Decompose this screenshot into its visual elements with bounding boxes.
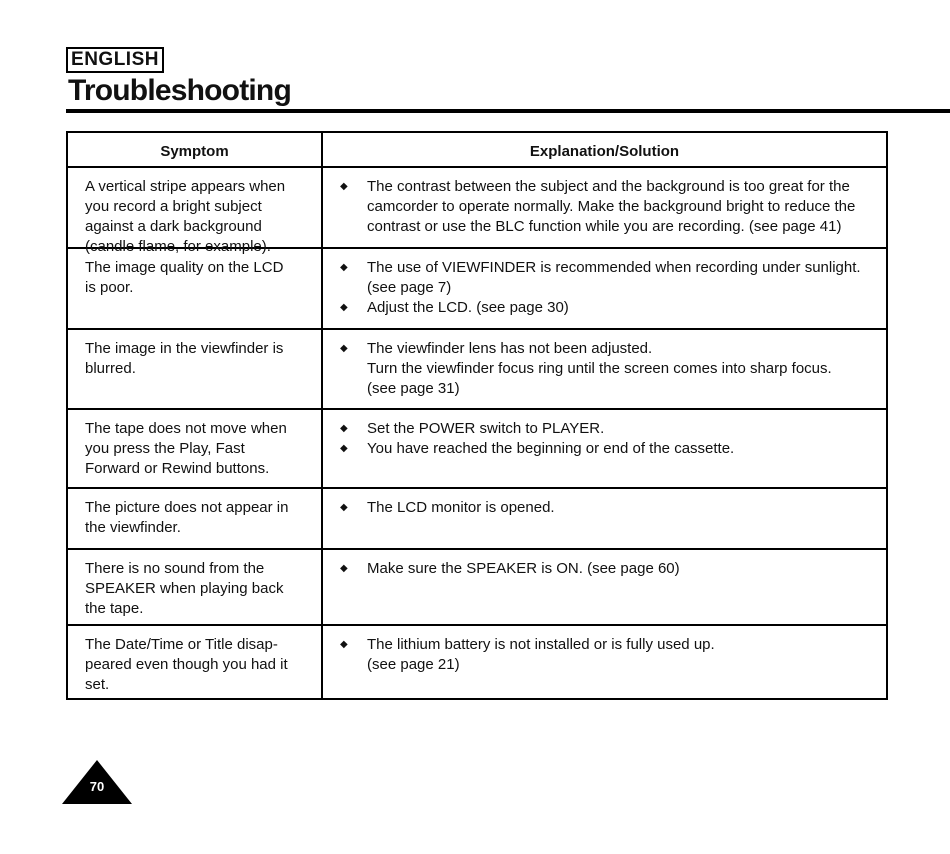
symptom-line: There is no sound from the xyxy=(85,560,265,577)
solution-item xyxy=(340,559,878,579)
symptom-line: blurred. xyxy=(85,360,136,377)
solution-line: (see page 31) xyxy=(367,380,460,397)
solution-line: The lithium battery is not installed or is fully used up. xyxy=(367,636,715,653)
symptom-line: The picture does not appear in xyxy=(85,499,289,516)
symptom-line: The Date/Time or Title disap- xyxy=(85,636,278,653)
solution-line: Adjust the LCD. (see page 30) xyxy=(367,299,569,316)
symptom-line: Forward or Rewind buttons. xyxy=(85,460,270,477)
column-header-explanation: Explanation/Solution xyxy=(529,143,680,160)
symptom-cell xyxy=(68,626,323,698)
diamond-bullet-icon: ◆ xyxy=(340,563,348,574)
solution-line: Make sure the SPEAKER is ON. (see page 60) xyxy=(367,560,680,577)
solution-line: Set the POWER switch to PLAYER. xyxy=(367,420,605,437)
solution-cell xyxy=(323,489,886,548)
page-title: Troubleshooting xyxy=(68,74,291,107)
solution-line: (see page 7) xyxy=(367,279,452,296)
symptom-line: against a dark background xyxy=(85,218,262,235)
symptom-cell xyxy=(68,410,323,487)
symptom-line: (candle flame, for example). xyxy=(85,238,271,255)
solution-cell xyxy=(323,626,886,698)
symptom-line: you record a bright subject xyxy=(85,198,262,215)
solution-item xyxy=(340,298,878,318)
symptom-line: peared even though you had it xyxy=(85,656,288,673)
table-row xyxy=(68,408,886,487)
solution-cell xyxy=(323,249,886,328)
solution-item xyxy=(340,635,878,675)
solution-line: You have reached the beginning or end of the cassette. xyxy=(367,440,735,457)
solution-cell xyxy=(323,168,886,247)
symptom-cell xyxy=(68,489,323,548)
solution-line: The LCD monitor is opened. xyxy=(367,499,555,516)
diamond-bullet-icon: ◆ xyxy=(340,181,348,192)
symptom-cell xyxy=(68,168,323,255)
symptom-cell xyxy=(68,550,323,624)
table-row xyxy=(68,487,886,548)
solution-line: Turn the viewfinder focus ring until the screen comes into sharp focus. xyxy=(367,360,832,377)
solution-item xyxy=(340,177,878,237)
solution-line: camcorder to operate normally. Make the background bright to reduce the xyxy=(367,198,856,215)
symptom-line: set. xyxy=(85,676,110,693)
solution-item xyxy=(340,419,878,439)
symptom-line: is poor. xyxy=(85,279,134,296)
solution-item xyxy=(340,258,878,298)
solution-item xyxy=(340,339,878,399)
column-header-symptom: Symptom xyxy=(68,133,323,166)
page-number: 70 xyxy=(89,779,105,794)
solution-cell xyxy=(323,410,886,487)
table-row xyxy=(68,548,886,624)
symptom-line: The image quality on the LCD xyxy=(85,259,284,276)
diamond-bullet-icon: ◆ xyxy=(340,343,348,354)
diamond-bullet-icon: ◆ xyxy=(340,423,348,434)
solution-line: The viewfinder lens has not been adjusted. xyxy=(367,340,653,357)
symptom-line: The image in the viewfinder is xyxy=(85,340,284,357)
solution-line: The contrast between the subject and the background is too great for the xyxy=(367,178,850,195)
solution-cell xyxy=(323,550,886,624)
table-row xyxy=(68,247,886,328)
title-divider xyxy=(66,109,950,113)
symptom-line: the viewfinder. xyxy=(85,519,181,536)
symptom-line: SPEAKER when playing back xyxy=(85,580,284,597)
troubleshooting-table xyxy=(66,131,888,700)
symptom-line: you press the Play, Fast xyxy=(85,440,245,457)
solution-line: The use of VIEWFINDER is recommended when recording under sunlight. xyxy=(367,259,861,276)
symptom-cell xyxy=(68,330,323,408)
solution-item xyxy=(340,498,878,518)
diamond-bullet-icon: ◆ xyxy=(340,639,348,650)
diamond-bullet-icon: ◆ xyxy=(340,443,348,454)
language-label: ENGLISH xyxy=(66,47,164,73)
solution-line: (see page 21) xyxy=(367,656,460,673)
table-header-row xyxy=(68,133,886,166)
solution-cell xyxy=(323,330,886,408)
diamond-bullet-icon: ◆ xyxy=(340,262,348,273)
symptom-line: The tape does not move when xyxy=(85,420,287,437)
table-row xyxy=(68,166,886,255)
table-row xyxy=(68,624,886,698)
diamond-bullet-icon: ◆ xyxy=(340,302,348,313)
solution-item xyxy=(340,439,878,459)
diamond-bullet-icon: ◆ xyxy=(340,502,348,513)
symptom-cell xyxy=(68,249,323,328)
symptom-line: A vertical stripe appears when xyxy=(85,178,286,195)
solution-line: contrast or use the BLC function while you are recording. (see page 41) xyxy=(367,218,842,235)
symptom-line: the tape. xyxy=(85,600,144,617)
table-row xyxy=(68,328,886,408)
